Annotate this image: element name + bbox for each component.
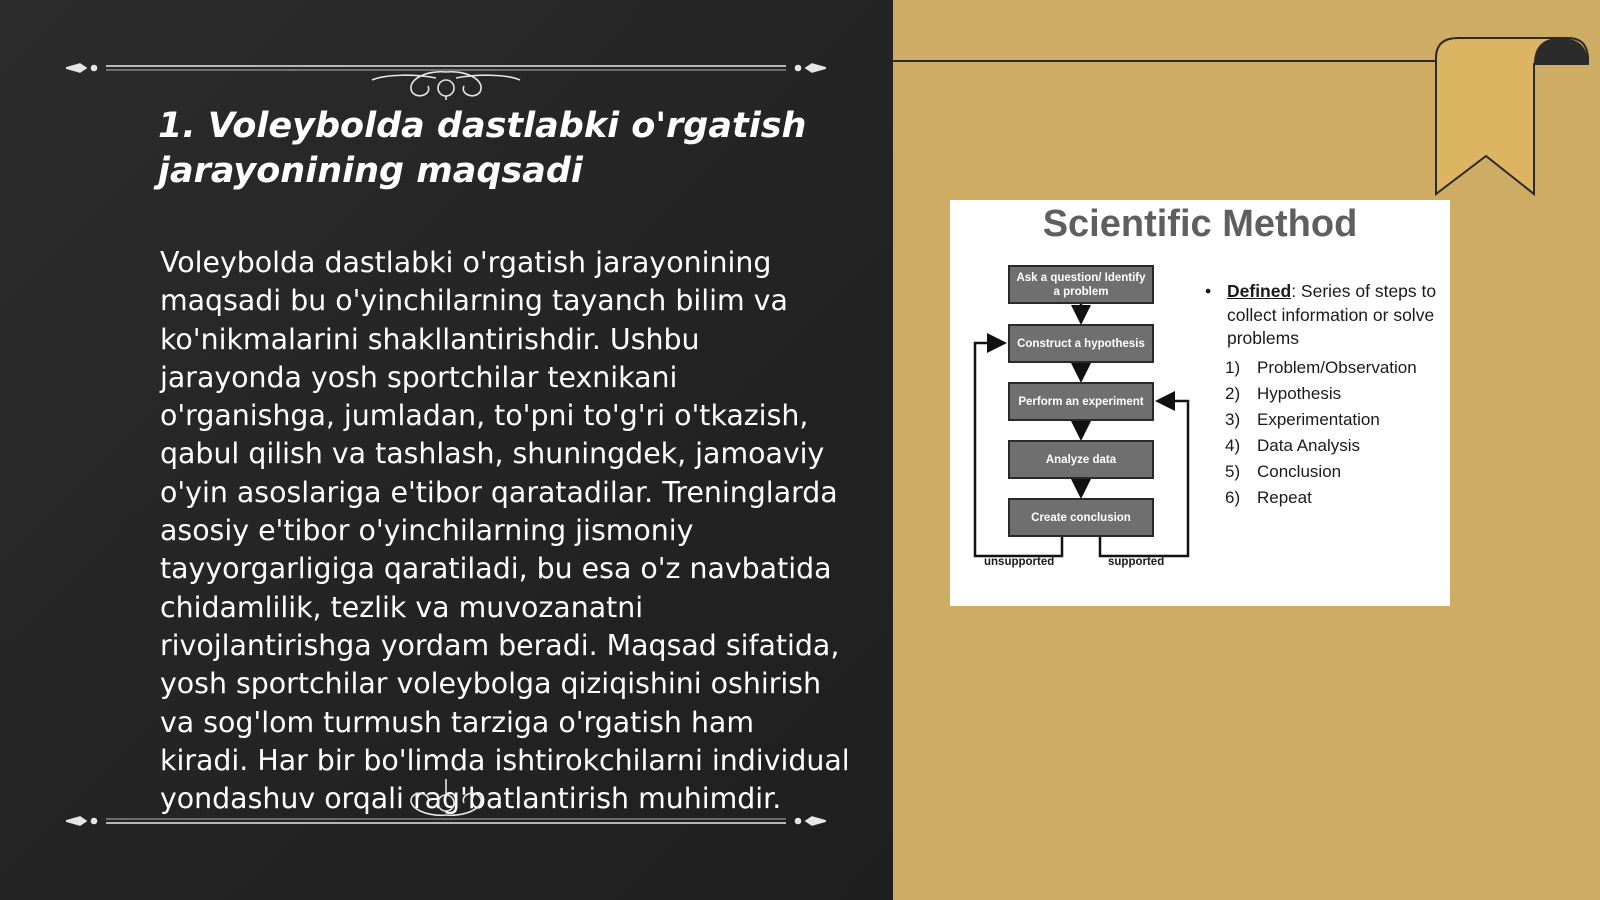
step-label: Data Analysis [1257, 435, 1360, 455]
definition-item [1205, 280, 1445, 351]
flow-step-create-conclusion: Create conclusion [1008, 498, 1154, 537]
list-item [1205, 485, 1445, 511]
step-label: Conclusion [1257, 461, 1342, 481]
list-item [1205, 381, 1445, 407]
bookmark-ribbon-icon [1434, 34, 1590, 200]
flow-step-perform-experiment: Perform an experiment [1008, 382, 1154, 421]
supported-label: supported [1108, 556, 1165, 568]
decorative-line [893, 60, 1438, 62]
step-number: 6) [1225, 487, 1241, 507]
flow-step-ask-question: Ask a question/ Identify a problem [1008, 265, 1154, 304]
figure-title: Scientific Method [1042, 203, 1358, 245]
unsupported-label: unsupported [984, 556, 1055, 568]
step-number: 5) [1225, 461, 1241, 481]
step-label: Problem/Observation [1257, 357, 1417, 377]
definition-term: Defined [1227, 281, 1292, 301]
scientific-method-figure [950, 200, 1450, 606]
list-item [1205, 355, 1445, 381]
list-item [1205, 433, 1445, 459]
list-item [1205, 407, 1445, 433]
bottom-ornament-divider [66, 775, 826, 835]
flow-step-analyze-data: Analyze data [1008, 440, 1154, 479]
bullet-dot: • [1205, 281, 1212, 301]
slide-title: 1. Voleybolda dastlabki o'rgatish jarayonining maqsadi [158, 106, 807, 191]
step-number: 2) [1225, 383, 1241, 403]
flow-step-construct-hypothesis: Construct a hypothesis [1008, 324, 1154, 363]
method-steps-list [1205, 355, 1445, 511]
list-item [1205, 459, 1445, 485]
step-label: Repeat [1257, 487, 1312, 507]
step-number: 1) [1225, 357, 1241, 377]
step-number: 4) [1225, 435, 1241, 455]
top-ornament-divider [66, 40, 826, 100]
step-label: Experimentation [1257, 409, 1380, 429]
definition-block [1205, 280, 1445, 511]
slide-body-text: Voleybolda dastlabki o'rgatish jarayonining maqsadi bu o'yinchilarning tayanch bilim va ko'nikmalarini shakllantirishdir. Ushbu jarayonda yosh sportchilar texnikani o'rganishga, jumladan, to'pni to'g'ri o'tkazish, qabul qilish va tashlash, shuningdek, jamoaviy o'yin asoslariga e'tibor qaratadilar. Treninglarda asosiy e'tibor o'yinchilarning jismoniy tayyorgarligiga qaratiladi, bu esa o'z navbatida chidamlilik, tezlik va muvozanatni rivojlantirishga yordam beradi. Maqsad sifatida, yosh sportchilar voleybolga qiziqishini oshirish va sog'lom turmush tarziga o'rgatish ham kiradi. Har bir bo'limda ishtirokchilarni individual yondashuv orqali rag'batlantirish muhimdir. [160, 246, 850, 816]
definition-text: : Series of steps to collect information or solve problems [1227, 281, 1437, 348]
step-label: Hypothesis [1257, 383, 1342, 403]
step-number: 3) [1225, 409, 1241, 429]
